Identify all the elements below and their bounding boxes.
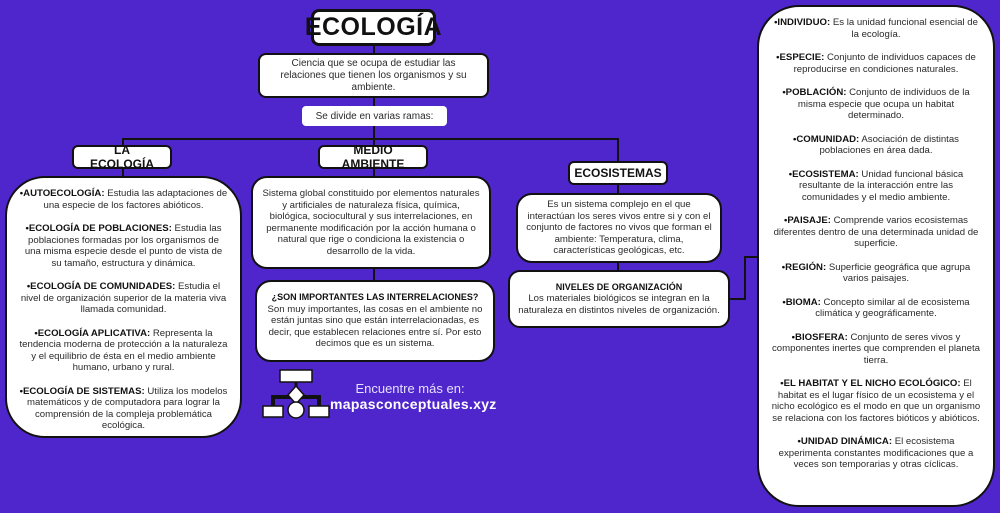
connector-niveles-right-h2 bbox=[744, 256, 758, 258]
item-text: Representa la tendencia moderna de protección a la naturaleza y el equilibrio de ésta en el medio ambiente humano, urbano y rural. bbox=[19, 327, 228, 373]
list-item bbox=[771, 262, 981, 285]
item-term: •UNIDAD DINÁMICA: bbox=[797, 436, 893, 447]
item-text: Estudia las adaptaciones de una especie de los factores abióticos. bbox=[43, 188, 228, 211]
item-term: •EL HABITAT Y EL NICHO ECOLÓGICO: bbox=[780, 378, 961, 389]
item-text: Utiliza los modelos matemáticos y de computadora para lograr la comprensión de la compleja problemática ecológica. bbox=[26, 385, 228, 431]
list-item bbox=[771, 87, 981, 122]
item-text: Es la unidad funcional esencial de la ecología. bbox=[830, 17, 978, 40]
item-term: •BIOMA: bbox=[782, 296, 821, 308]
definition-box bbox=[258, 53, 489, 98]
divide-label-text: Se divide en varias ramas: bbox=[315, 110, 434, 122]
item-term: •ESPECIE: bbox=[776, 52, 825, 63]
niveles-box bbox=[508, 270, 730, 328]
list-item bbox=[771, 17, 981, 40]
item-term: •BIOSFERA: bbox=[791, 331, 848, 343]
item-text: Asociación de distintas poblaciones en área dada. bbox=[819, 133, 959, 156]
item-term: •ECOLOGÍA APLICATIVA: bbox=[34, 327, 151, 339]
promo-text bbox=[330, 381, 497, 412]
ecosistemas-heading-text: ECOSISTEMAS bbox=[574, 166, 662, 180]
list-item bbox=[771, 332, 981, 367]
interrelaciones-title: ¿SON IMPORTANTES LAS INTERRELACIONES? bbox=[271, 292, 479, 303]
connector-horizontal-branches bbox=[122, 138, 619, 140]
list-item bbox=[771, 215, 981, 250]
item-text: Conjunto de individuos capaces de reproducirse en condiciones naturales. bbox=[793, 52, 976, 75]
item-text: Concepto similar al de ecosistema climática y geográficamente. bbox=[815, 296, 970, 319]
item-text: El habitat es el lugar físico de un ecosistema y el nicho ecológico es el modo en que un organismo se relaciona con los factores bióticos y abióticos. bbox=[771, 378, 981, 424]
list-item bbox=[771, 297, 981, 320]
divide-label-box bbox=[302, 106, 447, 126]
item-term: •PAISAJE: bbox=[784, 215, 831, 226]
item-text: Conjunto de seres vivos y componentes inertes que comprenden el planeta tierra. bbox=[771, 331, 980, 366]
medio-ambiente-description-text: Sistema global constituido por elementos naturales y artificiales de naturaleza física, química, biológica, sociocultural y sus interrelaciones, en permanente modificación por la acción humana o natural que rige o condiciona la existencia o desarrollo de la vida. bbox=[262, 188, 480, 257]
la-ecologia-heading bbox=[72, 145, 172, 169]
niveles-title: NIVELES DE ORGANIZACIÓN bbox=[555, 281, 683, 292]
item-text: Comprende varios ecosistemas diferentes dentro de una determinada unidad de superficie. bbox=[773, 215, 979, 249]
definition-text: Ciencia que se ocupa de estudiar las relaciones que tienen los organismos y su ambiente. bbox=[280, 57, 467, 93]
ecosistemas-description-text: Es un sistema complejo en el que interactúan los seres vivos entre si y con el conjunto de factores no vivos que forman el ambiente: Temperatura, clima, características geológicas, etc. bbox=[526, 199, 712, 257]
list-item bbox=[771, 169, 981, 204]
interrelaciones-text: Son muy importantes, las cosas en el ambiente no están juntas sino que están interrelacionadas, es decir, que establecen relaciones entre sí. Por esto decimos que es un sistema. bbox=[267, 303, 483, 350]
interrelaciones-box bbox=[255, 280, 495, 362]
list-item bbox=[771, 436, 981, 471]
connector-niveles-right-v bbox=[744, 256, 746, 300]
list-item bbox=[19, 223, 228, 269]
item-text: Estudia el nivel de organización superior de la materia viva llamada comunidad. bbox=[20, 281, 227, 315]
medio-ambiente-description bbox=[251, 176, 491, 269]
item-text: Unidad funcional básica resultante de la interacción entre las comunidades y el medio ambiente. bbox=[798, 168, 964, 203]
list-item bbox=[771, 378, 981, 424]
flowchart-icon bbox=[262, 368, 340, 420]
item-term: •ECOLOGÍA DE COMUNIDADES: bbox=[26, 281, 176, 292]
connector-niveles-right-h1 bbox=[729, 298, 745, 300]
promo-line1: Encuentre más en: bbox=[355, 381, 465, 396]
title-box bbox=[304, 9, 443, 46]
item-text: El ecosistema experimenta constantes modificaciones que a veces son temporarias y otras cíclicas. bbox=[778, 436, 974, 470]
list-item bbox=[19, 386, 228, 432]
item-term: •POBLACIÓN: bbox=[782, 87, 847, 98]
item-term: •AUTOECOLOGÍA: bbox=[19, 188, 105, 199]
la-ecologia-heading-text: LA ECOLOGÍA bbox=[89, 143, 154, 171]
item-term: •COMUNIDAD: bbox=[793, 133, 860, 145]
ecosistemas-description bbox=[516, 193, 722, 263]
ecosistemas-heading bbox=[568, 161, 668, 185]
medio-ambiente-heading bbox=[318, 145, 428, 169]
la-ecologia-list bbox=[5, 176, 242, 438]
item-term: •REGIÓN: bbox=[781, 261, 827, 273]
list-item bbox=[19, 281, 228, 316]
connector-to-ecosistemas bbox=[617, 138, 619, 162]
list-item bbox=[19, 328, 228, 374]
item-term: •ECOLOGÍA DE POBLACIONES: bbox=[25, 223, 172, 234]
medio-ambiente-heading-text: MEDIO AMBIENTE bbox=[341, 143, 405, 171]
niveles-text: Los materiales biológicos se integran en la naturaleza en distintos niveles de organización. bbox=[518, 293, 720, 316]
list-item bbox=[771, 52, 981, 75]
title-text: ECOLOGÍA bbox=[304, 13, 443, 41]
item-term: •ECOSISTEMA: bbox=[788, 168, 859, 180]
promo-link[interactable]: mapasconceptuales.xyz bbox=[330, 396, 497, 412]
item-text: Conjunto de individuos de la misma especie que ocupa un habitat determinado. bbox=[797, 87, 970, 121]
item-text: Estudia las poblaciones formadas por los organismos de una misma especie desde el punto de vista de su tamaño, estructura y dinámica. bbox=[24, 223, 223, 269]
niveles-list bbox=[757, 5, 995, 507]
item-text: Superficie geográfica que agrupa varios paisajes. bbox=[826, 261, 971, 284]
list-item bbox=[771, 134, 981, 157]
list-item bbox=[19, 188, 228, 211]
item-term: •ECOLOGÍA DE SISTEMAS: bbox=[19, 385, 145, 397]
item-term: •INDIVIDUO: bbox=[774, 17, 831, 28]
